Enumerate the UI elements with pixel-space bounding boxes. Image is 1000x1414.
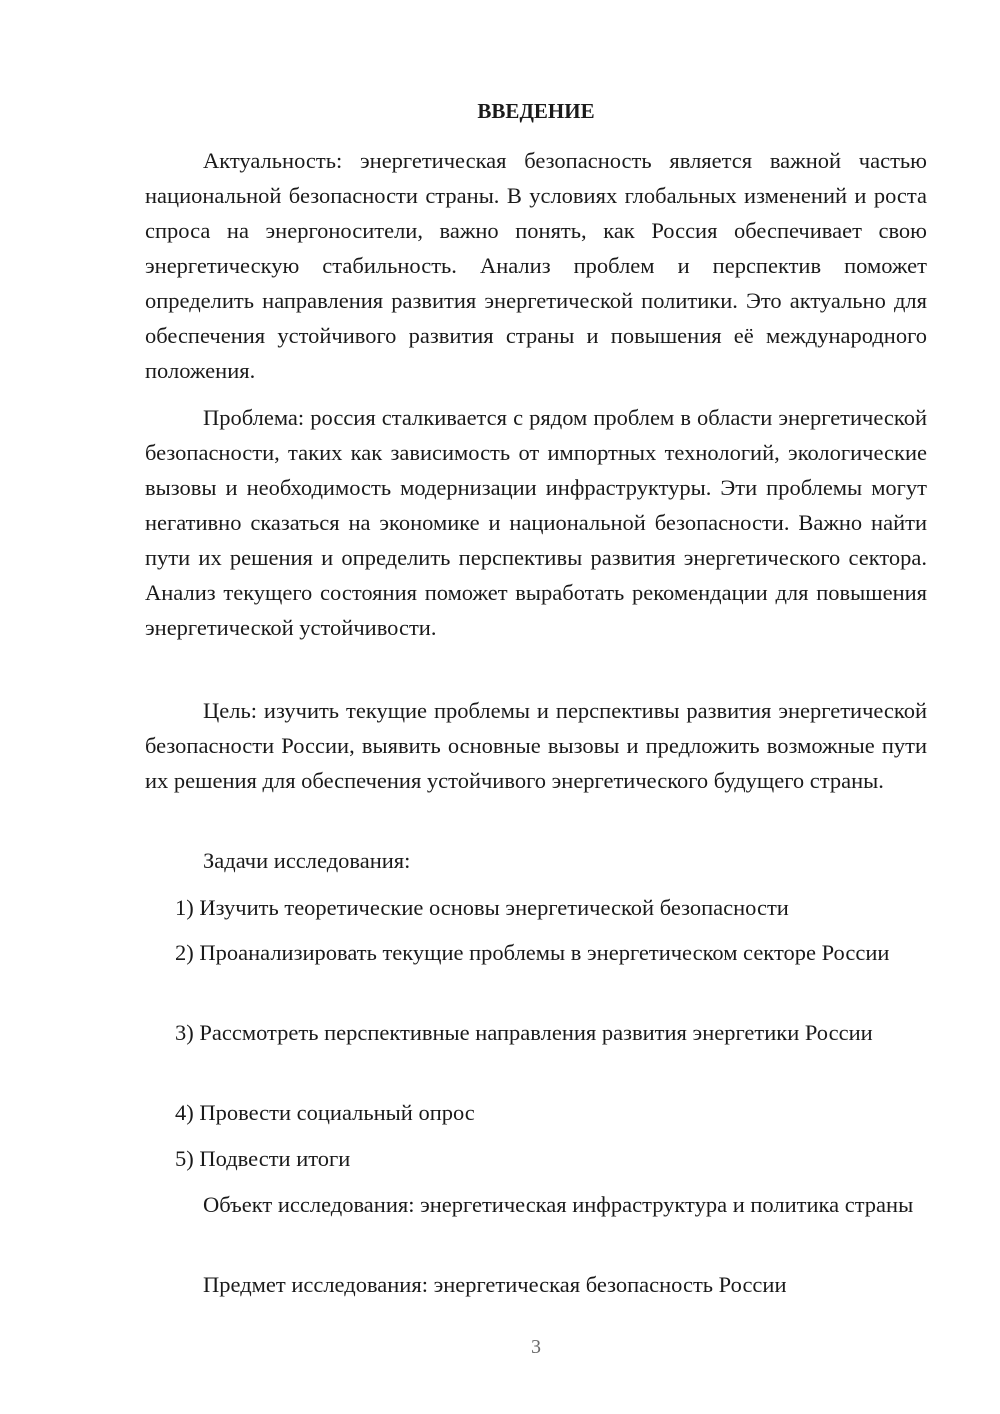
paragraph-object: Объект исследования: энергетическая инфраструктура и политика страны bbox=[203, 1192, 914, 1217]
paragraph-subject: Предмет исследования: энергетическая безопасность России bbox=[203, 1272, 787, 1297]
task-item-2: 2) Проанализировать текущие проблемы в энергетическом секторе России bbox=[175, 940, 890, 965]
task-item-1: 1) Изучить теоретические основы энергетической безопасности bbox=[175, 895, 789, 920]
page-number: 3 bbox=[531, 1336, 541, 1358]
task-item-4: 4) Провести социальный опрос bbox=[175, 1100, 475, 1125]
task-item-5: 5) Подвести итоги bbox=[175, 1146, 351, 1171]
page-title: ВВЕДЕНИЕ bbox=[477, 99, 595, 123]
paragraph-relevance: Актуальность: энергетическая безопасность является важной частью национальной безопасности страны. В условиях глобальных изменений и роста спроса на энергоносители, важно понять, как Россия обеспечивает свою энергетическую стабильность. Анализ проблем и перспектив поможет определить направления развития энергетической политики. Это актуально для обеспечения устойчивого развития страны и повышения её международного положения. bbox=[145, 148, 927, 383]
task-item-3: 3) Рассмотреть перспективные направления развития энергетики России bbox=[175, 1020, 873, 1045]
tasks-heading: Задачи исследования: bbox=[203, 848, 411, 873]
paragraph-goal: Цель: изучить текущие проблемы и перспективы развития энергетической безопасности России, выявить основные вызовы и предложить возможные пути их решения для обеспечения устойчивого энергетического будущего страны. bbox=[145, 698, 927, 793]
paragraph-problem: Проблема: россия сталкивается с рядом проблем в области энергетической безопасности, таких как зависимость от импортных технологий, экологические вызовы и необходимость модернизации инфраструктуры. Эти проблемы могут негативно сказаться на экономике и национальной безопасности. Важно найти пути их решения и определить перспективы развития энергетического сектора. Анализ текущего состояния поможет выработать рекомендации для повышения энергетической устойчивости. bbox=[145, 405, 927, 640]
